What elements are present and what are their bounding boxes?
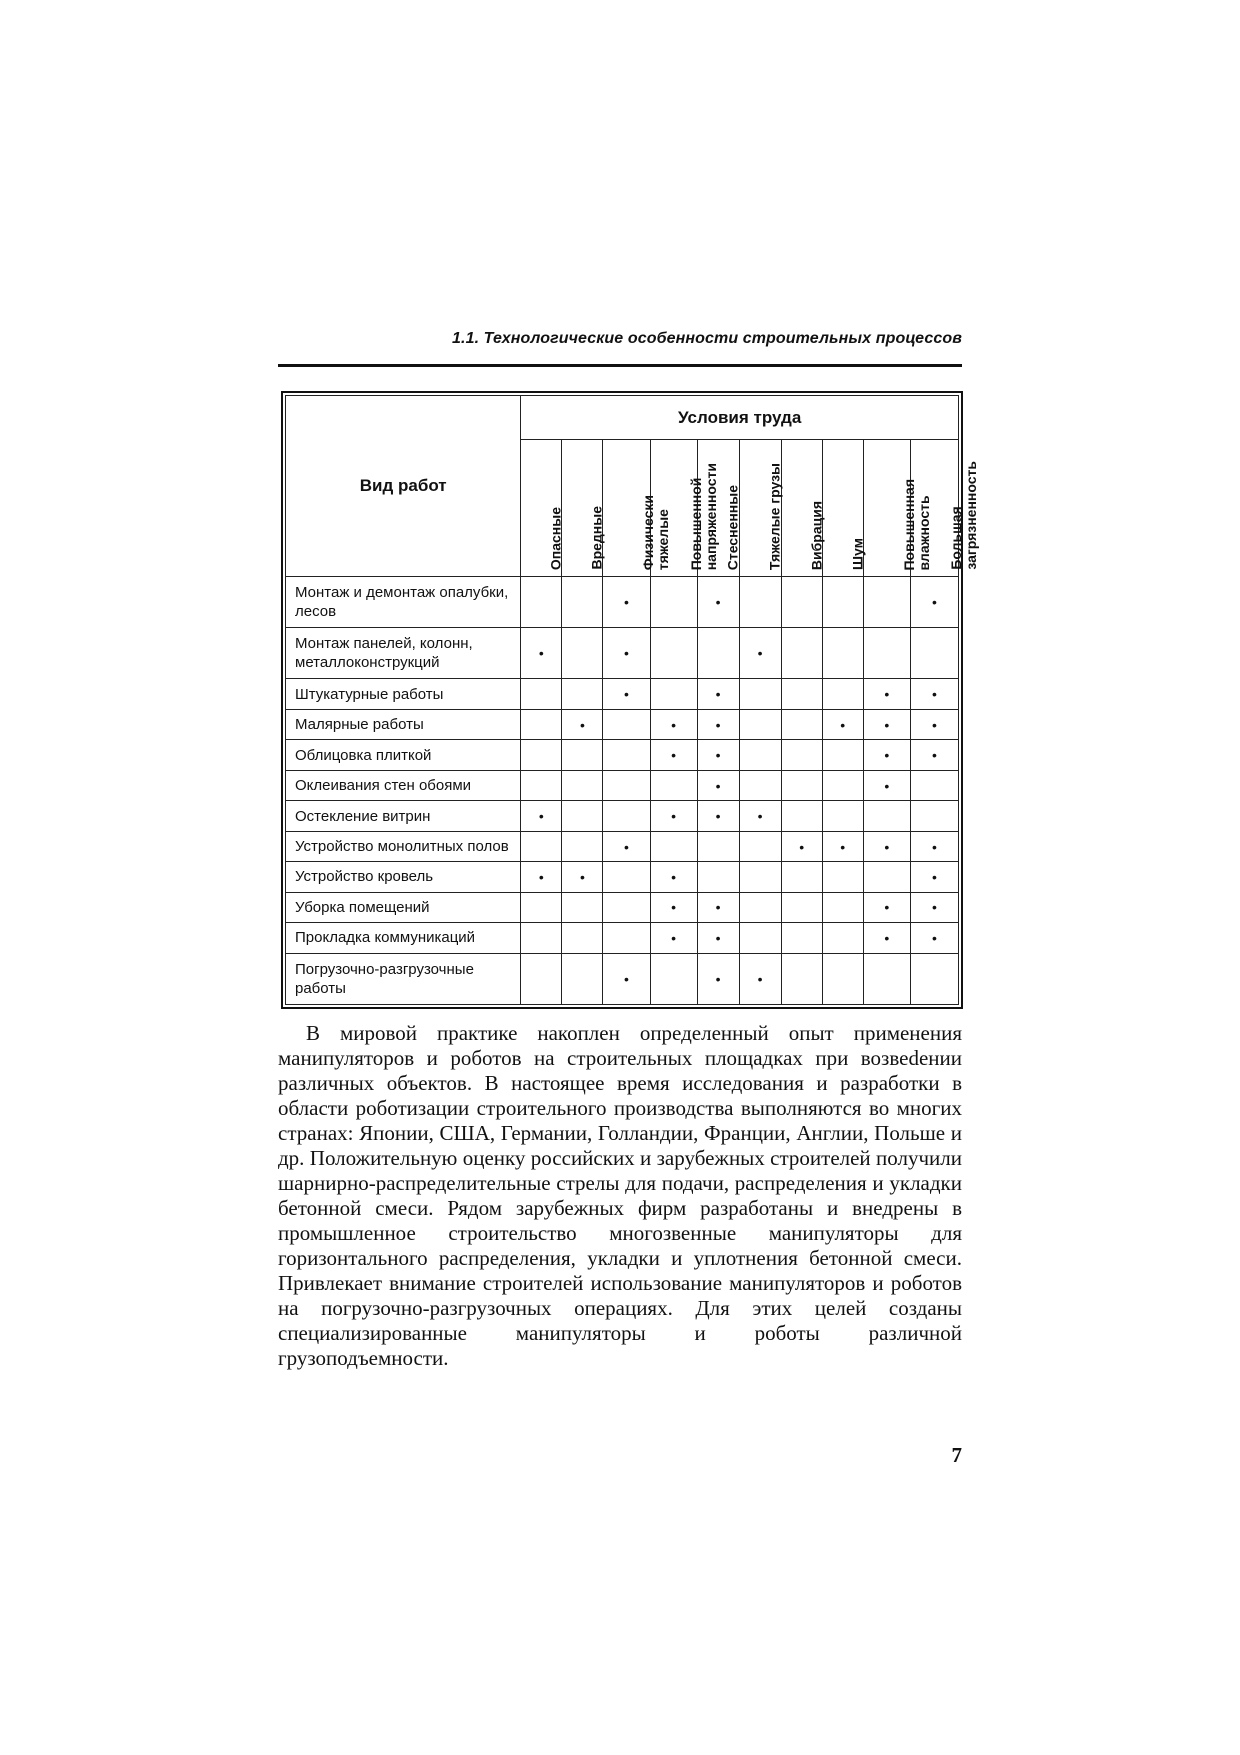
condition-column-label: Повышенная влажность: [900, 478, 932, 570]
condition-mark-cell: [697, 577, 739, 628]
bullet-mark: •: [884, 899, 890, 916]
table-row: [286, 679, 959, 709]
bullet-mark: •: [715, 686, 721, 703]
condition-mark-cell: [521, 862, 562, 892]
condition-mark-cell: [650, 892, 697, 922]
condition-mark-cell: [650, 801, 697, 831]
empty-cell: [781, 740, 822, 770]
work-type-cell: Облицовка плиткой: [286, 740, 521, 770]
condition-mark-cell: [822, 709, 863, 739]
condition-mark-cell: [521, 628, 562, 679]
condition-mark-cell: [739, 628, 781, 679]
empty-cell: [650, 831, 697, 861]
condition-mark-cell: [910, 923, 958, 953]
bullet-mark: •: [931, 838, 937, 855]
empty-cell: [521, 892, 562, 922]
condition-mark-cell: [603, 953, 650, 1004]
condition-mark-cell: [910, 892, 958, 922]
empty-cell: [781, 862, 822, 892]
work-type-cell: Остекление витрин: [286, 801, 521, 831]
bullet-mark: •: [671, 716, 676, 733]
condition-mark-cell: [739, 953, 781, 1004]
bullet-mark: •: [931, 747, 937, 764]
empty-cell: [822, 801, 863, 831]
empty-cell: [822, 862, 863, 892]
bullet-mark: •: [757, 970, 763, 987]
empty-cell: [822, 740, 863, 770]
empty-cell: [650, 577, 697, 628]
bullet-mark: •: [931, 868, 937, 885]
bullet-mark: •: [715, 899, 721, 916]
condition-column-header: [697, 440, 739, 577]
empty-cell: [562, 770, 603, 800]
work-type-cell: Монтаж панелей, колонн, металлоконструкций: [286, 628, 521, 679]
condition-column-header: [603, 440, 672, 577]
condition-mark-cell: [697, 801, 739, 831]
empty-cell: [521, 709, 562, 739]
bullet-mark: •: [624, 645, 629, 662]
empty-cell: [781, 628, 822, 679]
condition-column-header: [863, 440, 932, 577]
bullet-mark: •: [757, 808, 763, 825]
condition-mark-cell: [603, 679, 650, 709]
work-type-cell: Монтаж и демонтаж опалубки, лесов: [286, 577, 521, 628]
bullet-mark: •: [579, 716, 585, 733]
empty-cell: [650, 679, 697, 709]
empty-cell: [863, 862, 910, 892]
bullet-mark: •: [671, 747, 676, 764]
work-type-cell: Оклеивания стен обоями: [286, 770, 521, 800]
page-number: 7: [951, 1443, 962, 1467]
empty-cell: [781, 577, 822, 628]
bullet-mark: •: [757, 645, 763, 662]
empty-cell: [822, 770, 863, 800]
table-row: [286, 770, 959, 800]
bullet-mark: •: [884, 716, 890, 733]
empty-cell: [562, 740, 603, 770]
empty-cell: [521, 577, 562, 628]
condition-mark-cell: [863, 923, 910, 953]
condition-mark-cell: [603, 628, 650, 679]
empty-cell: [822, 923, 863, 953]
table-row: [286, 831, 959, 861]
bullet-mark: •: [931, 686, 937, 703]
bullet-mark: •: [799, 838, 805, 855]
condition-mark-cell: [697, 770, 739, 800]
condition-column-header: [562, 440, 603, 577]
empty-cell: [863, 953, 910, 1004]
table-row: [286, 740, 959, 770]
work-type-header: Вид работ: [286, 396, 521, 577]
condition-mark-cell: [910, 831, 958, 861]
empty-cell: [697, 831, 739, 861]
bullet-mark: •: [715, 970, 721, 987]
work-type-cell: Малярные работы: [286, 709, 521, 739]
condition-mark-cell: [910, 740, 958, 770]
empty-cell: [781, 709, 822, 739]
bullet-mark: •: [840, 838, 846, 855]
empty-cell: [521, 953, 562, 1004]
condition-column-label: Вибрация: [808, 500, 825, 570]
bullet-mark: •: [579, 868, 585, 885]
condition-mark-cell: [521, 801, 562, 831]
bullet-mark: •: [538, 645, 544, 662]
condition-column-label: Физически тяжелые: [640, 494, 672, 570]
table-row: [286, 709, 959, 739]
empty-cell: [562, 628, 603, 679]
work-type-cell: Штукатурные работы: [286, 679, 521, 709]
empty-cell: [863, 577, 910, 628]
condition-mark-cell: [863, 831, 910, 861]
condition-mark-cell: [697, 923, 739, 953]
table-row: [286, 953, 959, 1004]
condition-mark-cell: [697, 953, 739, 1004]
bullet-mark: •: [931, 929, 937, 946]
bullet-mark: •: [931, 899, 937, 916]
condition-column-label: Вредные: [588, 506, 605, 570]
empty-cell: [739, 892, 781, 922]
empty-cell: [781, 801, 822, 831]
work-type-cell: Уборка помещений: [286, 892, 521, 922]
condition-mark-cell: [910, 862, 958, 892]
table-row: [286, 577, 959, 628]
empty-cell: [910, 770, 958, 800]
table-row: [286, 923, 959, 953]
empty-cell: [521, 770, 562, 800]
bullet-mark: •: [715, 777, 721, 794]
empty-cell: [739, 679, 781, 709]
empty-cell: [562, 892, 603, 922]
empty-cell: [739, 923, 781, 953]
bullet-mark: •: [715, 594, 721, 611]
empty-cell: [739, 577, 781, 628]
condition-mark-cell: [910, 709, 958, 739]
bullet-mark: •: [671, 899, 676, 916]
condition-mark-cell: [697, 892, 739, 922]
empty-cell: [822, 892, 863, 922]
bullet-mark: •: [884, 686, 890, 703]
empty-cell: [781, 892, 822, 922]
condition-column-label: Шум: [849, 537, 866, 570]
body-paragraph: В мировой практике накоплен определенный опыт применения манипуляторов и роботов на строительных площадках при возвеdении различных объектов. В настоящее время исследования и разработки в области роботизации строительного производства выполняются во многих странах: Японии, США, Германии, Голландии, Франции, Англии, Польше и др. Положительную оценку российских и зарубежных строителей получили шарнирно-распределительные стрелы для подачи, распределения и укладки бетонной смеси. Рядом зарубежных фирм разработаны и внедрены в промышленное строительство многозвенные манипуляторы для горизонтального распределения, укладки и уплотнения бетонной смеси. Привлекает внимание строителей использование манипуляторов и роботов на погрузочно-разгрузочных операциях. Для этих целей созданы специализированные манипуляторы и роботы различной грузоподъемности.: [278, 1021, 962, 1370]
empty-cell: [603, 801, 650, 831]
condition-mark-cell: [781, 831, 822, 861]
condition-mark-cell: [650, 740, 697, 770]
condition-mark-cell: [910, 577, 958, 628]
empty-cell: [697, 628, 739, 679]
running-head: 1.1. Технологические особенности строительных процессов: [452, 330, 962, 347]
condition-mark-cell: [863, 740, 910, 770]
empty-cell: [781, 770, 822, 800]
bullet-mark: •: [884, 777, 890, 794]
bullet-mark: •: [624, 686, 629, 703]
empty-cell: [521, 923, 562, 953]
empty-cell: [562, 831, 603, 861]
table-row: [286, 862, 959, 892]
work-type-cell: Устройство кровель: [286, 862, 521, 892]
condition-column-header: [822, 440, 866, 577]
condition-mark-cell: [822, 831, 863, 861]
bullet-mark: •: [931, 594, 937, 611]
table-row: [286, 801, 959, 831]
condition-column-header: [521, 440, 562, 577]
bullet-mark: •: [715, 808, 721, 825]
condition-column-header: [781, 440, 825, 577]
condition-column-label: Тяжелые грузы: [766, 462, 783, 570]
condition-mark-cell: [650, 709, 697, 739]
empty-cell: [863, 628, 910, 679]
empty-cell: [603, 862, 650, 892]
condition-mark-cell: [863, 679, 910, 709]
condition-mark-cell: [739, 801, 781, 831]
empty-cell: [521, 831, 562, 861]
condition-column-label: Повышенной напряженности: [687, 462, 719, 570]
bullet-mark: •: [715, 716, 721, 733]
bullet-mark: •: [931, 716, 937, 733]
condition-mark-cell: [650, 862, 697, 892]
bullet-mark: •: [884, 929, 890, 946]
condition-mark-cell: [697, 709, 739, 739]
condition-mark-cell: [562, 709, 603, 739]
empty-cell: [603, 709, 650, 739]
table-row: [286, 892, 959, 922]
empty-cell: [863, 801, 910, 831]
empty-cell: [603, 923, 650, 953]
condition-column-header: [739, 440, 781, 577]
bullet-mark: •: [624, 838, 629, 855]
empty-cell: [562, 953, 603, 1004]
condition-column-label: Большая загрязненность: [948, 461, 980, 570]
work-type-cell: Прокладка коммуникаций: [286, 923, 521, 953]
empty-cell: [822, 577, 863, 628]
empty-cell: [603, 892, 650, 922]
condition-column-label: Опасные: [547, 506, 564, 570]
condition-mark-cell: [863, 709, 910, 739]
empty-cell: [697, 862, 739, 892]
empty-cell: [910, 953, 958, 1004]
condition-mark-cell: [650, 923, 697, 953]
condition-mark-cell: [562, 862, 603, 892]
empty-cell: [739, 709, 781, 739]
bullet-mark: •: [671, 808, 676, 825]
condition-mark-cell: [603, 831, 650, 861]
empty-cell: [781, 953, 822, 1004]
empty-cell: [822, 628, 863, 679]
bullet-mark: •: [671, 868, 676, 885]
bullet-mark: •: [715, 929, 721, 946]
condition-mark-cell: [697, 740, 739, 770]
empty-cell: [562, 801, 603, 831]
condition-column-label: Стесненные: [724, 484, 741, 570]
empty-cell: [910, 628, 958, 679]
empty-cell: [562, 577, 603, 628]
working-conditions-header: Условия труда: [521, 396, 959, 440]
bullet-mark: •: [624, 594, 629, 611]
condition-mark-cell: [910, 679, 958, 709]
empty-cell: [650, 770, 697, 800]
empty-cell: [739, 740, 781, 770]
header-rule: [278, 364, 962, 367]
work-type-cell: Погрузочно-разгрузочные работы: [286, 953, 521, 1004]
empty-cell: [781, 679, 822, 709]
working-conditions-table: [285, 395, 980, 1005]
empty-cell: [739, 862, 781, 892]
condition-mark-cell: [603, 577, 650, 628]
empty-cell: [562, 923, 603, 953]
empty-cell: [650, 953, 697, 1004]
empty-cell: [822, 679, 863, 709]
bullet-mark: •: [671, 929, 676, 946]
empty-cell: [910, 801, 958, 831]
empty-cell: [521, 740, 562, 770]
condition-mark-cell: [697, 679, 739, 709]
bullet-mark: •: [884, 838, 890, 855]
empty-cell: [562, 679, 603, 709]
empty-cell: [603, 770, 650, 800]
condition-mark-cell: [863, 892, 910, 922]
empty-cell: [822, 953, 863, 1004]
empty-cell: [521, 679, 562, 709]
bullet-mark: •: [840, 716, 846, 733]
empty-cell: [781, 923, 822, 953]
empty-cell: [603, 740, 650, 770]
empty-cell: [739, 831, 781, 861]
condition-column-header: [910, 440, 980, 577]
bullet-mark: •: [538, 808, 544, 825]
bullet-mark: •: [624, 970, 629, 987]
condition-mark-cell: [863, 770, 910, 800]
empty-cell: [650, 628, 697, 679]
empty-cell: [739, 770, 781, 800]
work-type-cell: Устройство монолитных полов: [286, 831, 521, 861]
bullet-mark: •: [884, 747, 890, 764]
table-row: [286, 628, 959, 679]
bullet-mark: •: [715, 747, 721, 764]
condition-column-header: [650, 440, 719, 577]
bullet-mark: •: [538, 868, 544, 885]
